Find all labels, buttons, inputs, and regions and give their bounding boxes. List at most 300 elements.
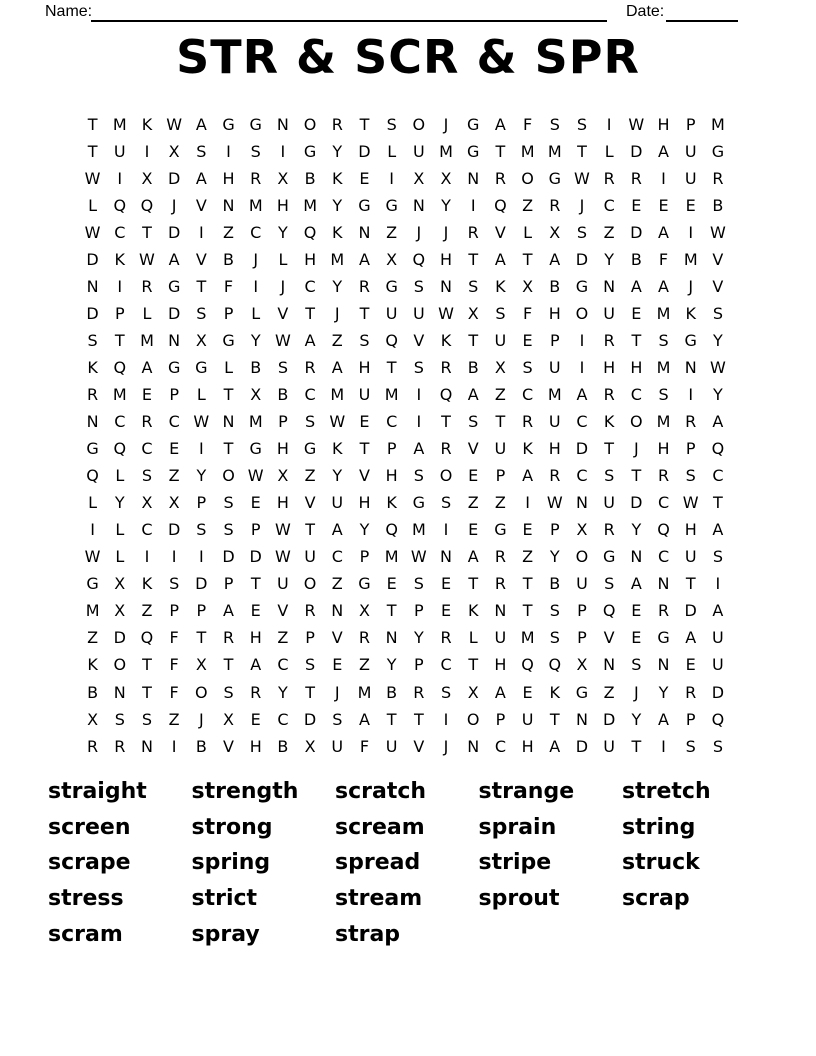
date-blank-line (666, 2, 738, 22)
grid-letter: N (113, 682, 126, 702)
grid-letter: V (195, 195, 207, 215)
grid-letter: R (304, 601, 316, 621)
grid-letter: A (630, 574, 642, 594)
grid-letter: Q (113, 357, 127, 377)
grid-letter: I (144, 141, 150, 161)
grid-letter: T (386, 709, 397, 729)
grid-letter: T (495, 141, 506, 161)
grid-letter: G (86, 574, 99, 594)
grid-letter: L (88, 493, 98, 513)
grid-letter: R (467, 222, 479, 242)
grid-letter: P (386, 439, 397, 459)
grid-letter: T (87, 114, 98, 134)
grid-letter: U (603, 736, 616, 756)
grid-letter: O (113, 655, 127, 675)
grid-letter: U (412, 141, 425, 161)
name-blank-line (91, 2, 607, 22)
grid-letter: O (466, 709, 480, 729)
grid-letter: O (303, 574, 317, 594)
grid-letter: T (631, 736, 642, 756)
grid-letter: E (522, 330, 533, 350)
grid-letter: O (222, 466, 235, 486)
grid-letter: T (604, 439, 615, 459)
grid-letter: S (440, 493, 452, 513)
grid-letter: X (87, 709, 99, 729)
grid-letter: R (87, 384, 99, 404)
grid-letter: T (468, 249, 479, 269)
grid-letter: I (226, 141, 231, 161)
grid-letter: M (140, 330, 154, 350)
grid-letter: R (494, 574, 506, 594)
word-list-item: straight (48, 779, 147, 804)
grid-letter: P (223, 574, 234, 594)
grid-letter: U (548, 357, 561, 377)
grid-letter: A (250, 655, 262, 675)
grid-letter: Q (711, 709, 725, 729)
grid-letter: R (603, 384, 615, 404)
grid-letter: V (712, 276, 724, 296)
grid-letter: K (141, 574, 153, 594)
grid-letter: U (277, 574, 289, 594)
grid-letter: Z (386, 222, 398, 242)
grid-letter: E (685, 655, 696, 675)
grid-letter: A (658, 709, 669, 729)
grid-letter: Z (467, 493, 479, 513)
grid-letter: I (117, 276, 123, 296)
grid-letter: B (467, 357, 479, 377)
grid-letter: Q (140, 628, 154, 648)
grid-letter: A (141, 357, 153, 377)
grid-letter: G (602, 547, 616, 567)
grid-letter: T (114, 330, 125, 350)
grid-letter: J (633, 682, 639, 702)
grid-letter: Y (278, 222, 288, 242)
grid-letter: K (386, 493, 397, 513)
grid-letter: T (359, 439, 370, 459)
grid-letter: T (631, 466, 642, 486)
grid-letter: I (470, 195, 476, 215)
grid-letter: W (546, 493, 563, 513)
grid-letter: D (195, 574, 208, 594)
grid-letter: W (709, 222, 726, 242)
grid-letter: C (114, 412, 126, 432)
word-list-item: sprain (478, 814, 557, 840)
grid-letter: L (278, 249, 288, 269)
grid-letter: U (494, 628, 507, 648)
grid-letter: G (412, 493, 426, 513)
grid-letter: J (253, 249, 259, 269)
grid-letter: H (358, 493, 371, 513)
grid-letter: P (414, 655, 424, 675)
grid-letter: O (630, 412, 643, 432)
grid-letter: G (303, 141, 317, 161)
grid-letter: S (305, 412, 316, 432)
grid-letter: O (575, 303, 589, 323)
grid-letter: W (628, 114, 645, 134)
grid-letter: L (468, 628, 478, 648)
grid-letter: H (249, 628, 262, 648)
grid-letter: P (577, 628, 587, 648)
grid-letter: F (223, 276, 234, 296)
grid-letter: T (142, 655, 152, 675)
grid-letter: U (113, 141, 126, 161)
grid-letter: R (358, 276, 371, 296)
grid-letter: A (549, 249, 561, 269)
grid-letter: D (86, 249, 99, 269)
grid-letter: X (141, 493, 153, 513)
grid-letter: U (712, 628, 724, 648)
grid-letter: F (522, 114, 533, 134)
grid-letter: S (549, 114, 560, 134)
grid-letter: C (494, 736, 506, 756)
grid-letter: O (412, 114, 426, 134)
grid-letter: A (223, 601, 234, 621)
grid-letter: C (277, 655, 289, 675)
grid-letter: E (631, 195, 642, 215)
grid-letter: R (141, 412, 153, 432)
grid-letter: M (330, 249, 345, 269)
grid-letter: P (359, 547, 370, 567)
grid-letter: I (90, 520, 95, 540)
grid-letter: P (223, 303, 234, 323)
grid-letter: N (276, 114, 289, 134)
grid-letter: X (195, 330, 207, 350)
grid-letter: R (549, 466, 561, 486)
grid-letter: Y (196, 466, 207, 486)
grid-letter: Z (494, 384, 506, 404)
grid-letter: X (168, 493, 180, 513)
grid-letter: N (575, 709, 588, 729)
grid-letter: E (250, 493, 261, 513)
grid-letter: K (87, 357, 98, 377)
grid-letter: K (87, 655, 98, 675)
grid-letter: Y (631, 709, 642, 729)
grid-letter: P (549, 330, 560, 350)
grid-letter: W (410, 547, 427, 567)
grid-letter: T (305, 682, 315, 702)
grid-letter: P (305, 628, 315, 648)
grid-letter: S (440, 682, 452, 702)
grid-letter: P (685, 709, 696, 729)
grid-letter: R (222, 628, 235, 648)
grid-letter: L (142, 303, 152, 323)
word-list-item: scram (48, 921, 123, 947)
word-list-item: spring (191, 850, 271, 876)
grid-letter: V (223, 736, 234, 756)
grid-letter: S (549, 628, 560, 648)
grid-letter: Z (141, 601, 153, 621)
grid-letter: Z (168, 466, 180, 486)
grid-letter: C (522, 384, 534, 404)
grid-letter: Z (358, 655, 370, 675)
grid-letter: W (247, 466, 264, 486)
grid-letter: A (658, 222, 669, 242)
grid-letter: R (250, 682, 262, 702)
grid-letter: D (684, 601, 697, 621)
grid-letter: X (304, 736, 316, 756)
grid-letter: R (657, 601, 670, 621)
grid-letter: O (439, 466, 453, 486)
grid-letter: W (166, 114, 183, 134)
grid-letter: S (141, 709, 153, 729)
grid-letter: M (656, 303, 671, 323)
grid-letter: P (685, 114, 696, 134)
grid-letter: X (467, 303, 479, 323)
grid-letter: P (549, 520, 560, 540)
grid-letter: M (384, 384, 399, 404)
grid-letter: J (443, 114, 449, 134)
grid-letter: H (630, 357, 643, 377)
grid-letter: E (332, 655, 343, 675)
grid-letter: R (494, 168, 506, 188)
grid-letter: A (413, 439, 425, 459)
grid-letter: E (468, 520, 479, 540)
grid-letter: Y (278, 682, 288, 702)
grid-letter: G (711, 141, 725, 161)
grid-letter: T (549, 709, 560, 729)
grid-letter: H (603, 357, 616, 377)
grid-letter: L (387, 141, 397, 161)
grid-letter: H (276, 195, 289, 215)
grid-letter: S (413, 466, 424, 486)
grid-letter: T (631, 330, 642, 350)
grid-letter: V (413, 330, 425, 350)
grid-letter: N (331, 601, 344, 621)
grid-letter: D (222, 547, 235, 567)
grid-letter: U (548, 412, 561, 432)
grid-letter: I (117, 168, 123, 188)
grid-letter: I (525, 493, 530, 513)
grid-letter: I (389, 168, 395, 188)
grid-letter: E (522, 520, 533, 540)
word-list-item: scrape (48, 850, 131, 876)
grid-letter: R (657, 466, 670, 486)
grid-letter: I (198, 439, 204, 459)
grid-letter: F (169, 628, 179, 648)
grid-letter: S (223, 520, 234, 540)
grid-letter: V (304, 493, 316, 513)
grid-letter: K (603, 412, 615, 432)
grid-letter: T (468, 574, 479, 594)
grid-letter: D (303, 709, 317, 729)
grid-letter: M (330, 384, 345, 404)
grid-letter: I (171, 736, 177, 756)
grid-letter: L (251, 303, 261, 323)
grid-letter: E (685, 195, 696, 215)
grid-letter: R (304, 357, 316, 377)
grid-letter: W (274, 547, 291, 567)
grid-letter: Q (86, 466, 99, 486)
grid-letter: J (171, 195, 177, 215)
grid-letter: Q (602, 601, 616, 621)
grid-letter: P (196, 601, 207, 621)
grid-letter: E (631, 601, 642, 621)
grid-letter: I (688, 384, 694, 404)
grid-letter: E (250, 709, 261, 729)
grid-letter: S (359, 330, 370, 350)
grid-letter: Y (549, 547, 560, 567)
grid-letter: R (603, 520, 615, 540)
word-list-item: struck (622, 850, 700, 876)
grid-letter: S (604, 466, 615, 486)
grid-letter: A (304, 330, 316, 350)
grid-letter: I (661, 168, 666, 188)
grid-letter: A (630, 276, 642, 296)
grid-letter: J (633, 439, 639, 459)
grid-letter: W (438, 303, 454, 323)
grid-letter: H (657, 114, 670, 134)
grid-letter: X (413, 168, 425, 188)
grid-letter: S (223, 682, 234, 702)
grid-letter: P (169, 384, 179, 404)
grid-letter: D (602, 709, 616, 729)
grid-letter: A (467, 547, 479, 567)
word-list-item: stress (48, 886, 124, 912)
grid-letter: B (549, 276, 561, 296)
grid-letter: B (630, 249, 642, 269)
grid-letter: B (549, 574, 561, 594)
grid-letter: F (169, 655, 179, 675)
grid-letter: M (384, 547, 399, 567)
grid-letter: X (576, 520, 588, 540)
grid-letter: M (547, 141, 562, 161)
grid-letter: G (467, 114, 480, 134)
grid-letter: W (709, 357, 726, 377)
grid-letter: F (359, 736, 370, 756)
grid-letter: I (280, 141, 286, 161)
grid-letter: Y (250, 330, 261, 350)
grid-letter: X (114, 574, 126, 594)
grid-letter: D (630, 141, 643, 161)
grid-letter: X (223, 709, 235, 729)
grid-letter: R (413, 682, 425, 702)
grid-letter: N (140, 736, 153, 756)
grid-letter: R (440, 628, 452, 648)
grid-letter: M (520, 628, 535, 648)
grid-letter: T (359, 114, 370, 134)
grid-letter: R (331, 114, 343, 134)
grid-letter: E (359, 412, 370, 432)
grid-letter: G (303, 439, 317, 459)
grid-letter: G (222, 114, 235, 134)
grid-letter: X (549, 222, 561, 242)
grid-letter: M (85, 601, 100, 621)
grid-letter: T (522, 249, 533, 269)
grid-letter: S (250, 141, 261, 161)
grid-letter: S (386, 114, 397, 134)
grid-letter: D (167, 222, 181, 242)
grid-letter: G (467, 141, 480, 161)
grid-letter: R (603, 330, 615, 350)
grid-letter: S (631, 655, 642, 675)
grid-letter: Z (603, 682, 615, 702)
grid-letter: X (576, 655, 588, 675)
grid-letter: E (631, 628, 642, 648)
grid-letter: V (358, 466, 370, 486)
grid-letter: Y (332, 276, 343, 296)
grid-letter: A (549, 736, 561, 756)
grid-letter: X (358, 601, 370, 621)
grid-letter: A (494, 682, 506, 702)
grid-letter: M (656, 412, 671, 432)
grid-letter: N (385, 628, 398, 648)
grid-letter: X (141, 168, 153, 188)
grid-letter: I (253, 276, 259, 296)
grid-letter: R (440, 439, 452, 459)
grid-letter: G (385, 276, 398, 296)
grid-letter: N (86, 276, 99, 296)
grid-letter: P (495, 466, 506, 486)
grid-letter: P (250, 520, 261, 540)
grid-letter: R (250, 168, 262, 188)
grid-letter: R (494, 547, 506, 567)
grid-letter: C (250, 222, 262, 242)
grid-letter: S (658, 330, 669, 350)
grid-letter: K (522, 439, 533, 459)
grid-letter: H (684, 520, 697, 540)
grid-letter: R (712, 168, 724, 188)
grid-letter: S (576, 114, 588, 134)
grid-letter: Y (332, 466, 343, 486)
grid-letter: J (334, 682, 340, 702)
grid-letter: A (358, 249, 370, 269)
grid-letter: S (413, 574, 424, 594)
grid-letter: R (114, 736, 126, 756)
grid-letter: G (358, 195, 371, 215)
grid-letter: Z (331, 574, 343, 594)
grid-letter: Y (713, 384, 723, 404)
grid-letter: U (494, 330, 507, 350)
word-list (48, 779, 766, 957)
grid-letter: T (305, 520, 315, 540)
grid-letter: D (711, 682, 725, 702)
grid-letter: E (386, 574, 397, 594)
grid-letter: C (440, 655, 452, 675)
grid-letter: Y (441, 195, 451, 215)
grid-letter: G (249, 114, 262, 134)
grid-letter: P (577, 601, 587, 621)
grid-letter: N (440, 276, 453, 296)
grid-letter: K (440, 330, 452, 350)
grid-letter: Y (332, 195, 343, 215)
grid-letter: W (193, 412, 210, 432)
grid-letter: Q (548, 655, 562, 675)
grid-letter: D (575, 249, 589, 269)
grid-letter: N (412, 195, 425, 215)
grid-letter: J (443, 222, 449, 242)
grid-letter: Q (113, 439, 127, 459)
grid-letter: E (440, 574, 452, 594)
grid-letter: D (86, 303, 99, 323)
grid-letter: Z (304, 466, 316, 486)
grid-letter: S (87, 330, 98, 350)
grid-letter: D (167, 303, 181, 323)
grid-letter: W (139, 249, 155, 269)
grid-letter: X (114, 601, 126, 621)
grid-letter: E (658, 195, 669, 215)
grid-letter: M (520, 141, 535, 161)
grid-letter: Z (223, 222, 235, 242)
grid-letter: P (495, 709, 506, 729)
grid-letter: X (522, 276, 534, 296)
grid-letter: J (280, 276, 286, 296)
grid-letter: R (440, 357, 452, 377)
grid-letter: X (277, 168, 289, 188)
grid-letter: C (304, 276, 316, 296)
word-list-item: screen (48, 814, 131, 840)
grid-letter: E (141, 384, 153, 404)
grid-letter: Y (359, 520, 370, 540)
